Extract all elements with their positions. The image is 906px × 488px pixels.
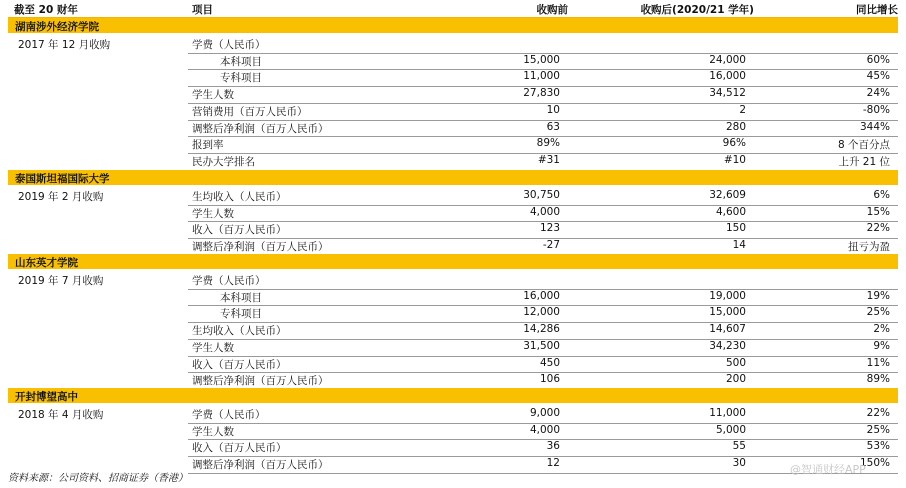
row-item: 专科项目 xyxy=(220,308,262,321)
row-before-value: 31,500 xyxy=(523,339,560,352)
row-growth-value: 25% xyxy=(866,423,890,436)
row-after-value: 150 xyxy=(725,222,746,235)
row-item: 调整后净利润（百万人民币） xyxy=(192,459,329,472)
header-before: 收购前 xyxy=(536,4,568,16)
row-growth-value: 22% xyxy=(866,407,890,419)
row-item: 营销费用（百万人民币） xyxy=(192,105,308,118)
source-note: 资料来源：公司资料、招商证券（香港） xyxy=(8,473,188,484)
section-period: 2018 年 4 月收购 xyxy=(18,409,104,421)
row-before-value: 4,000 xyxy=(529,423,560,436)
row-item: 学生人数 xyxy=(192,425,234,438)
row-before-value: 106 xyxy=(539,373,560,386)
row-after-value: 500 xyxy=(725,356,746,369)
row-item: 本科项目 xyxy=(220,55,262,68)
row-after-value: 24,000 xyxy=(709,53,746,66)
header-after: 收购后(2020/21 学年) xyxy=(640,4,754,16)
row-after-value: 16,000 xyxy=(709,70,746,83)
row-before-value: 4,000 xyxy=(529,205,560,218)
row-growth-value: 344% xyxy=(859,120,890,133)
row-item: 收入（百万人民币） xyxy=(192,224,287,237)
row-before-value: 89% xyxy=(536,137,560,150)
row-after-value: 34,230 xyxy=(709,339,746,352)
section-header xyxy=(8,254,898,269)
row-item: 调整后净利润（百万人民币） xyxy=(192,375,329,388)
row-before-value: 12 xyxy=(546,457,560,470)
row-item: 调整后净利润（百万人民币） xyxy=(192,241,329,254)
row-after-value: 14 xyxy=(732,239,746,252)
row-item: 专科项目 xyxy=(220,72,262,85)
row-item: 学生人数 xyxy=(192,207,234,220)
row-before-value: #31 xyxy=(537,153,560,166)
section-name: 开封博望高中 xyxy=(15,391,78,403)
row-after-value: 14,607 xyxy=(709,323,746,336)
row-after-value: 4,600 xyxy=(715,205,746,218)
row-item: 收入（百万人民币） xyxy=(192,358,287,371)
watermark: @智通财经APP xyxy=(790,463,866,476)
row-after-value: 5,000 xyxy=(715,423,746,436)
row-growth-value: 60% xyxy=(866,53,890,66)
row-item: 收入（百万人民币） xyxy=(192,442,287,455)
row-item: 生均收入（人民币） xyxy=(192,325,287,338)
row-after-value: 15,000 xyxy=(709,306,746,319)
row-after-value: 32,609 xyxy=(709,189,746,201)
row-before-value: 30,750 xyxy=(523,189,560,201)
row-before-value: 9,000 xyxy=(529,407,560,419)
row-before-value: 36 xyxy=(546,440,560,453)
row-before-value: 123 xyxy=(539,222,560,235)
row-before-value: 14,286 xyxy=(523,323,560,336)
row-item: 民办大学排名 xyxy=(192,155,255,168)
row-after-value: 55 xyxy=(732,440,746,453)
row-before-value: 16,000 xyxy=(523,289,560,302)
row-before-value: 10 xyxy=(546,103,560,116)
section-period: 2017 年 12 月收购 xyxy=(18,39,111,51)
row-after-value: 11,000 xyxy=(709,407,746,419)
section-name: 山东英才学院 xyxy=(15,257,78,269)
row-growth-value: 扭亏为盈 xyxy=(848,241,890,254)
row-growth-value: 6% xyxy=(873,189,890,201)
row-growth-value: 19% xyxy=(866,289,890,302)
row-item: 学生人数 xyxy=(192,341,234,354)
row-after-value: 200 xyxy=(725,373,746,386)
row-after-value: 280 xyxy=(725,120,746,133)
row-after-value: 2 xyxy=(739,103,746,116)
row-growth-value: -80% xyxy=(862,103,890,116)
row-after-value: 34,512 xyxy=(709,87,746,100)
header-item: 项目 xyxy=(192,4,213,16)
row-item: 本科项目 xyxy=(220,291,262,304)
row-before-value: 27,830 xyxy=(523,87,560,100)
section-period: 2019 年 2 月收购 xyxy=(18,191,104,203)
row-item: 学费（人民币） xyxy=(192,275,266,287)
row-before-value: 63 xyxy=(546,120,560,133)
row-growth-value: 89% xyxy=(866,373,890,386)
row-before-value: 11,000 xyxy=(523,70,560,83)
row-before-value: 15,000 xyxy=(523,53,560,66)
section-name: 湖南涉外经济学院 xyxy=(15,21,99,33)
row-before-value: -27 xyxy=(542,239,560,252)
row-item: 生均收入（人民币） xyxy=(192,191,287,203)
row-growth-value: 9% xyxy=(873,339,890,352)
section-header xyxy=(8,388,898,403)
section-period: 2019 年 7 月收购 xyxy=(18,275,104,287)
row-growth-value: 150% xyxy=(859,457,890,470)
row-growth-value: 53% xyxy=(866,440,890,453)
row-growth-value: 22% xyxy=(866,222,890,235)
row-growth-value: 45% xyxy=(866,70,890,83)
header-period: 截至 20 财年 xyxy=(14,4,78,16)
row-item: 学生人数 xyxy=(192,89,234,102)
row-item: 调整后净利润（百万人民币） xyxy=(192,122,329,135)
row-growth-value: 11% xyxy=(866,356,890,369)
row-after-value: 30 xyxy=(732,457,746,470)
section-header xyxy=(8,170,898,185)
row-item: 报到率 xyxy=(192,139,224,152)
row-item: 学费（人民币） xyxy=(192,409,266,421)
row-growth-value: 25% xyxy=(866,306,890,319)
header-growth: 同比增长 xyxy=(856,4,898,16)
row-growth-value: 24% xyxy=(866,87,890,100)
section-header xyxy=(8,18,898,33)
row-after-value: 96% xyxy=(722,137,746,150)
row-growth-value: 2% xyxy=(873,323,890,336)
row-after-value: #10 xyxy=(723,153,746,166)
row-growth-value: 15% xyxy=(866,205,890,218)
table-header xyxy=(8,1,898,17)
row-before-value: 12,000 xyxy=(523,306,560,319)
row-growth-value: 8 个百分点 xyxy=(837,139,890,152)
row-after-value: 19,000 xyxy=(709,289,746,302)
row-growth-value: 上升 21 位 xyxy=(838,155,890,168)
section-name: 泰国斯坦福国际大学 xyxy=(15,173,110,185)
row-item: 学费（人民币） xyxy=(192,39,266,51)
row-before-value: 450 xyxy=(539,356,560,369)
